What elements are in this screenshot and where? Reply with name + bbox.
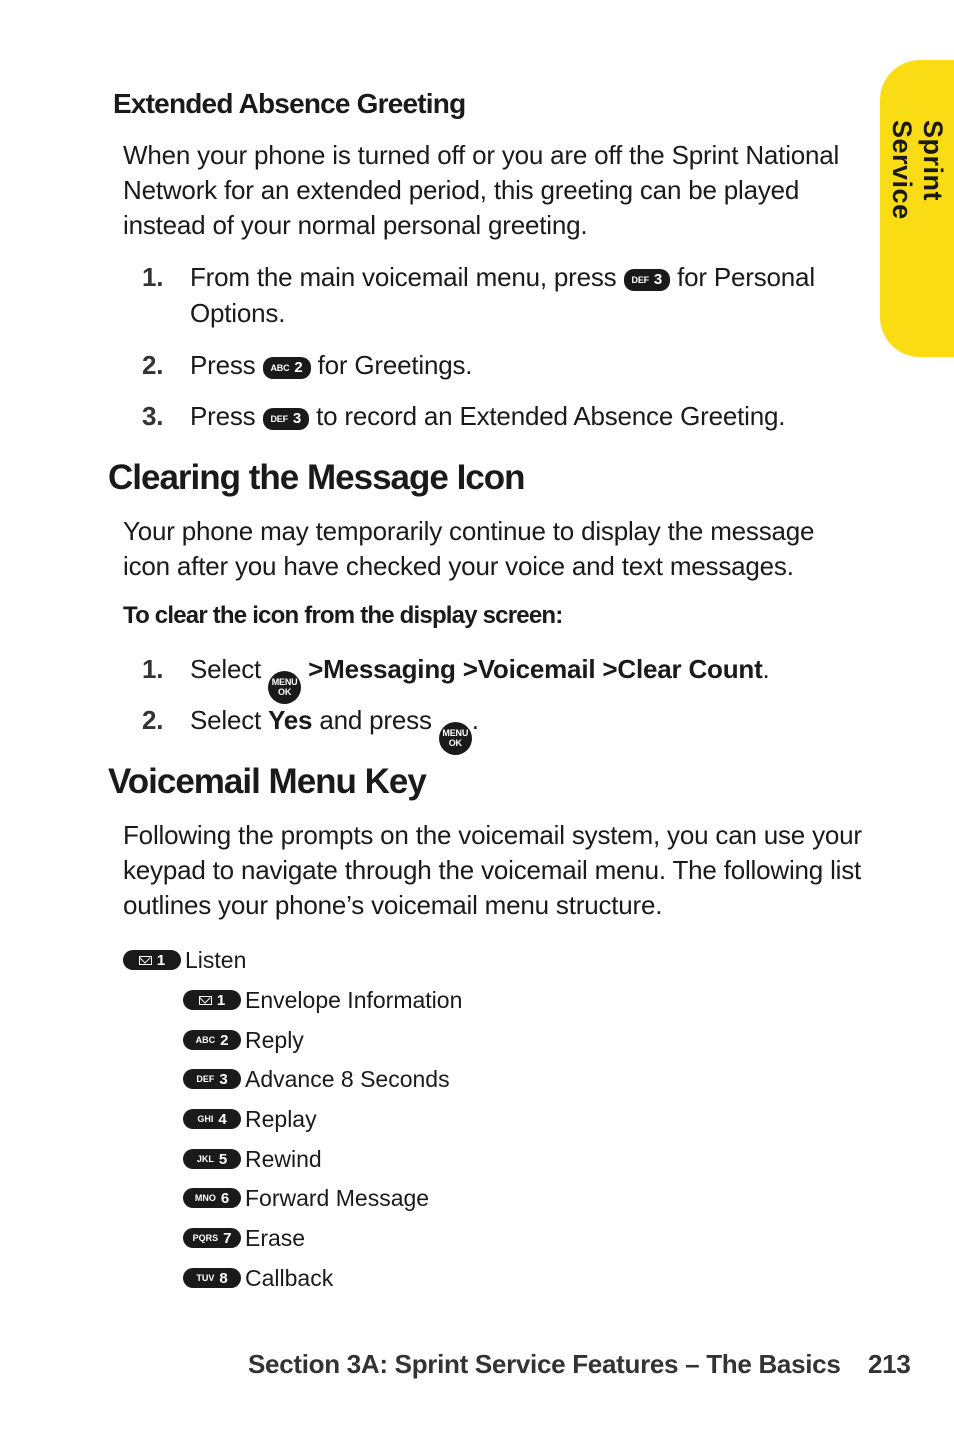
step-text-after: for Greetings. bbox=[317, 350, 473, 380]
extended-step-3 bbox=[142, 398, 842, 434]
key-4-icon: GHI 4 bbox=[183, 1109, 241, 1129]
submenu-item-erase bbox=[183, 1223, 305, 1253]
submenu-item-callback bbox=[183, 1263, 333, 1293]
step-text-after: and press bbox=[319, 705, 432, 735]
key-6-icon: MNO 6 bbox=[183, 1188, 241, 1208]
period: . bbox=[762, 654, 770, 684]
page-number: 213 bbox=[868, 1349, 911, 1379]
step-number: 1. bbox=[142, 262, 164, 292]
clearing-intro: Your phone may temporarily continue to display the message icon after you have checked your voice and text messages. bbox=[123, 516, 815, 581]
footer-section-title: Section 3A: Sprint Service Features – The Basics bbox=[248, 1349, 841, 1379]
key-7-icon: PQRS 7 bbox=[183, 1228, 241, 1248]
menu-separator: > bbox=[602, 654, 618, 684]
envelope-icon bbox=[199, 996, 212, 1005]
step-text: Press bbox=[190, 350, 256, 380]
clearing-step-1 bbox=[142, 651, 842, 697]
menu-item-listen bbox=[123, 945, 246, 975]
menu-path-messaging: Messaging bbox=[323, 654, 456, 684]
key-8-icon: TUV 8 bbox=[183, 1268, 241, 1288]
clearing-heading: Clearing the Message Icon bbox=[108, 458, 525, 497]
step-text: From the main voicemail menu, press bbox=[190, 262, 617, 292]
menu-ok-icon: MENU OK bbox=[439, 722, 472, 755]
voicemail-heading: Voicemail Menu Key bbox=[108, 762, 426, 801]
submenu-item-forward-message bbox=[183, 1183, 429, 1213]
menu-ok-icon: MENU OK bbox=[268, 671, 301, 704]
key-1-icon: 1 bbox=[123, 950, 181, 970]
extended-step-1 bbox=[142, 259, 842, 331]
voicemail-intro: Following the prompts on the voicemail system, you can use your keypad to navigate through the voicemail menu. The following list outlines your phone’s voicemail menu structure. bbox=[123, 820, 862, 920]
key-5-icon: JKL 5 bbox=[183, 1149, 241, 1169]
step-text-after: to record an Extended Absence Greeting. bbox=[316, 401, 786, 431]
submenu-item-rewind bbox=[183, 1144, 322, 1174]
menu-path-voicemail: Voicemail bbox=[477, 654, 596, 684]
envelope-icon bbox=[139, 956, 152, 965]
extended-absence-intro: When your phone is turned off or you are off the Sprint National Network for an extended period, this greeting can be played instead of your normal personal greeting. bbox=[123, 140, 840, 240]
clearing-subheading: To clear the icon from the display screen: bbox=[123, 602, 563, 629]
step-number: 2. bbox=[142, 705, 164, 735]
menu-item-label: Envelope Information bbox=[245, 986, 463, 1013]
step-number: 3. bbox=[142, 401, 164, 431]
menu-separator: > bbox=[462, 654, 478, 684]
extended-step-2 bbox=[142, 347, 842, 383]
menu-item-label: Erase bbox=[245, 1224, 306, 1251]
menu-item-label: Rewind bbox=[245, 1145, 322, 1172]
key-3-icon: DEF 3 bbox=[624, 269, 671, 291]
key-3-icon: DEF 3 bbox=[263, 408, 310, 430]
submenu-item-advance bbox=[183, 1064, 450, 1094]
menu-separator: > bbox=[308, 654, 324, 684]
clearing-step-2 bbox=[142, 702, 842, 748]
period: . bbox=[471, 705, 479, 735]
step-number: 1. bbox=[142, 654, 164, 684]
key-3-icon: DEF 3 bbox=[183, 1069, 241, 1089]
step-text: Select bbox=[190, 705, 262, 735]
step-number: 2. bbox=[142, 350, 164, 380]
step-text-after: for Personal Options. bbox=[190, 262, 815, 328]
menu-item-label: Listen bbox=[185, 946, 247, 973]
menu-item-label: Advance 8 Seconds bbox=[245, 1065, 450, 1092]
key-1-icon: 1 bbox=[183, 990, 241, 1010]
menu-item-label: Reply bbox=[245, 1026, 304, 1053]
step-text: Press bbox=[190, 401, 256, 431]
section-tab-label: Sprint Service bbox=[887, 120, 948, 220]
menu-path-clear-count: Clear Count bbox=[617, 654, 763, 684]
menu-item-label: Replay bbox=[245, 1105, 317, 1132]
submenu-item-envelope-information bbox=[183, 985, 462, 1015]
extended-absence-heading: Extended Absence Greeting bbox=[113, 88, 466, 119]
submenu-item-replay bbox=[183, 1104, 317, 1134]
option-yes: Yes bbox=[268, 705, 313, 735]
submenu-item-reply bbox=[183, 1025, 304, 1055]
step-text: Select bbox=[190, 654, 262, 684]
key-2-icon: ABC 2 bbox=[183, 1030, 241, 1050]
menu-item-label: Callback bbox=[245, 1264, 334, 1291]
key-2-icon: ABC 2 bbox=[263, 357, 311, 379]
menu-item-label: Forward Message bbox=[245, 1184, 430, 1211]
